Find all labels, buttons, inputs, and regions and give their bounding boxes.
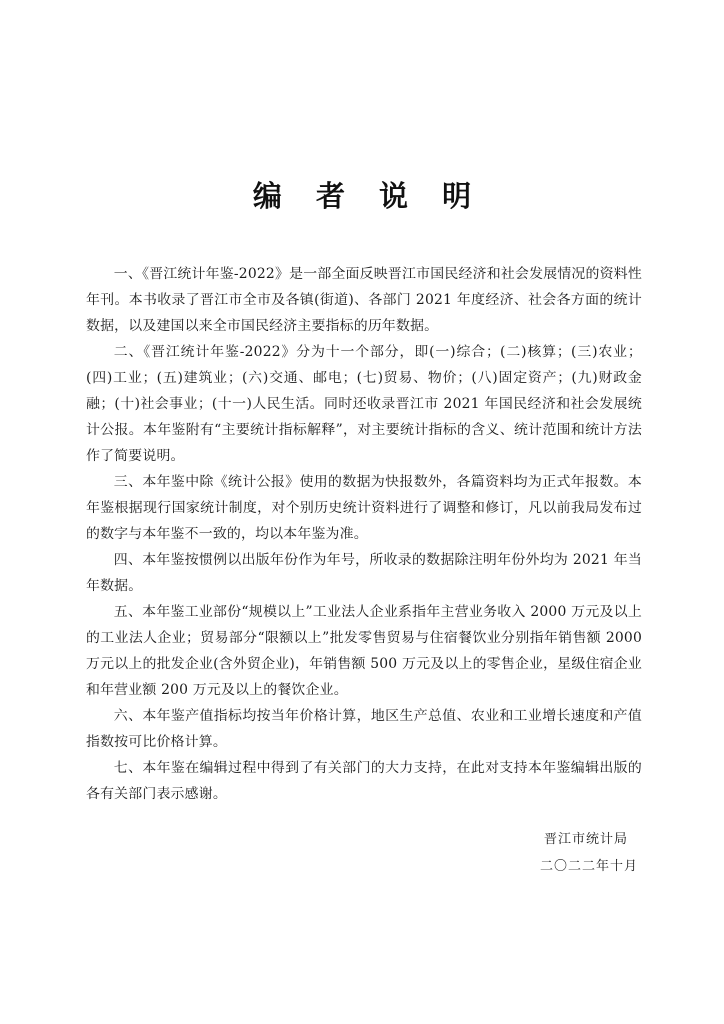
page-title: 编 者 说 明 [252, 179, 484, 213]
signature-block [540, 826, 638, 880]
paragraph-6: 六、本年鉴产值指标均按当年价格计算，地区生产总值、农业和工业增长速度和产值指数按可比价格计算。 [86, 708, 642, 750]
paragraph-7: 七、本年鉴在编辑过程中得到了有关部门的大力支持，在此对支持本年鉴编辑出版的各有关部门表示感谢。 [86, 760, 642, 802]
signature-date: 二〇二二年十月 [539, 859, 638, 874]
paragraph-1: 一、《晋江统计年鉴-2022》是一部全面反映晋江市国民经济和社会发展情况的资料性年刊。本书收录了晋江市全市及各镇(街道)、各部门 2021 年度经济、社会各方面的统计数据，以及建国以来全市国民经济主要指标的历年数据。 [86, 266, 642, 334]
paragraph-5: 五、本年鉴工业部份“规模以上”工业法人企业系指年主营业务收入 2000 万元及以上的工业法人企业；贸易部分“限额以上”批发零售贸易与住宿餐饮业分别指年销售额 2000 万元以上的批发企业(含外贸企业)，年销售额 500 万元及以上的零售企业，星级住宿企业和年营业额 200 万元及以上的餐饮企业。 [86, 604, 642, 698]
paragraph-2: 二、《晋江统计年鉴-2022》分为十一个部分，即(一)综合；(二)核算；(三)农业；(四)工业；(五)建筑业；(六)交通、邮电；(七)贸易、物价；(八)固定资产；(九)财政金融；(十)社会事业；(十一)人民生活。同时还收录晋江市 2021 年国民经济和社会发展统计公报。本年鉴附有“主要统计指标解释”，对主要统计指标的含义、统计范围和统计方法作了简要说明。 [86, 344, 642, 464]
paragraph-4: 四、本年鉴按惯例以出版年份作为年号，所收录的数据除注明年份外均为 2021 年当年数据。 [86, 552, 642, 594]
signature-organization: 晋江市统计局 [543, 832, 628, 847]
body-text [86, 261, 642, 807]
paragraph-3: 三、本年鉴中除《统计公报》使用的数据为快报数外，各篇资料均为正式年报数。本年鉴根据现行国家统计制度，对个别历史统计资料进行了调整和修订，凡以前我局发布过的数字与本年鉴不一致的，均以本年鉴为准。 [86, 474, 642, 542]
